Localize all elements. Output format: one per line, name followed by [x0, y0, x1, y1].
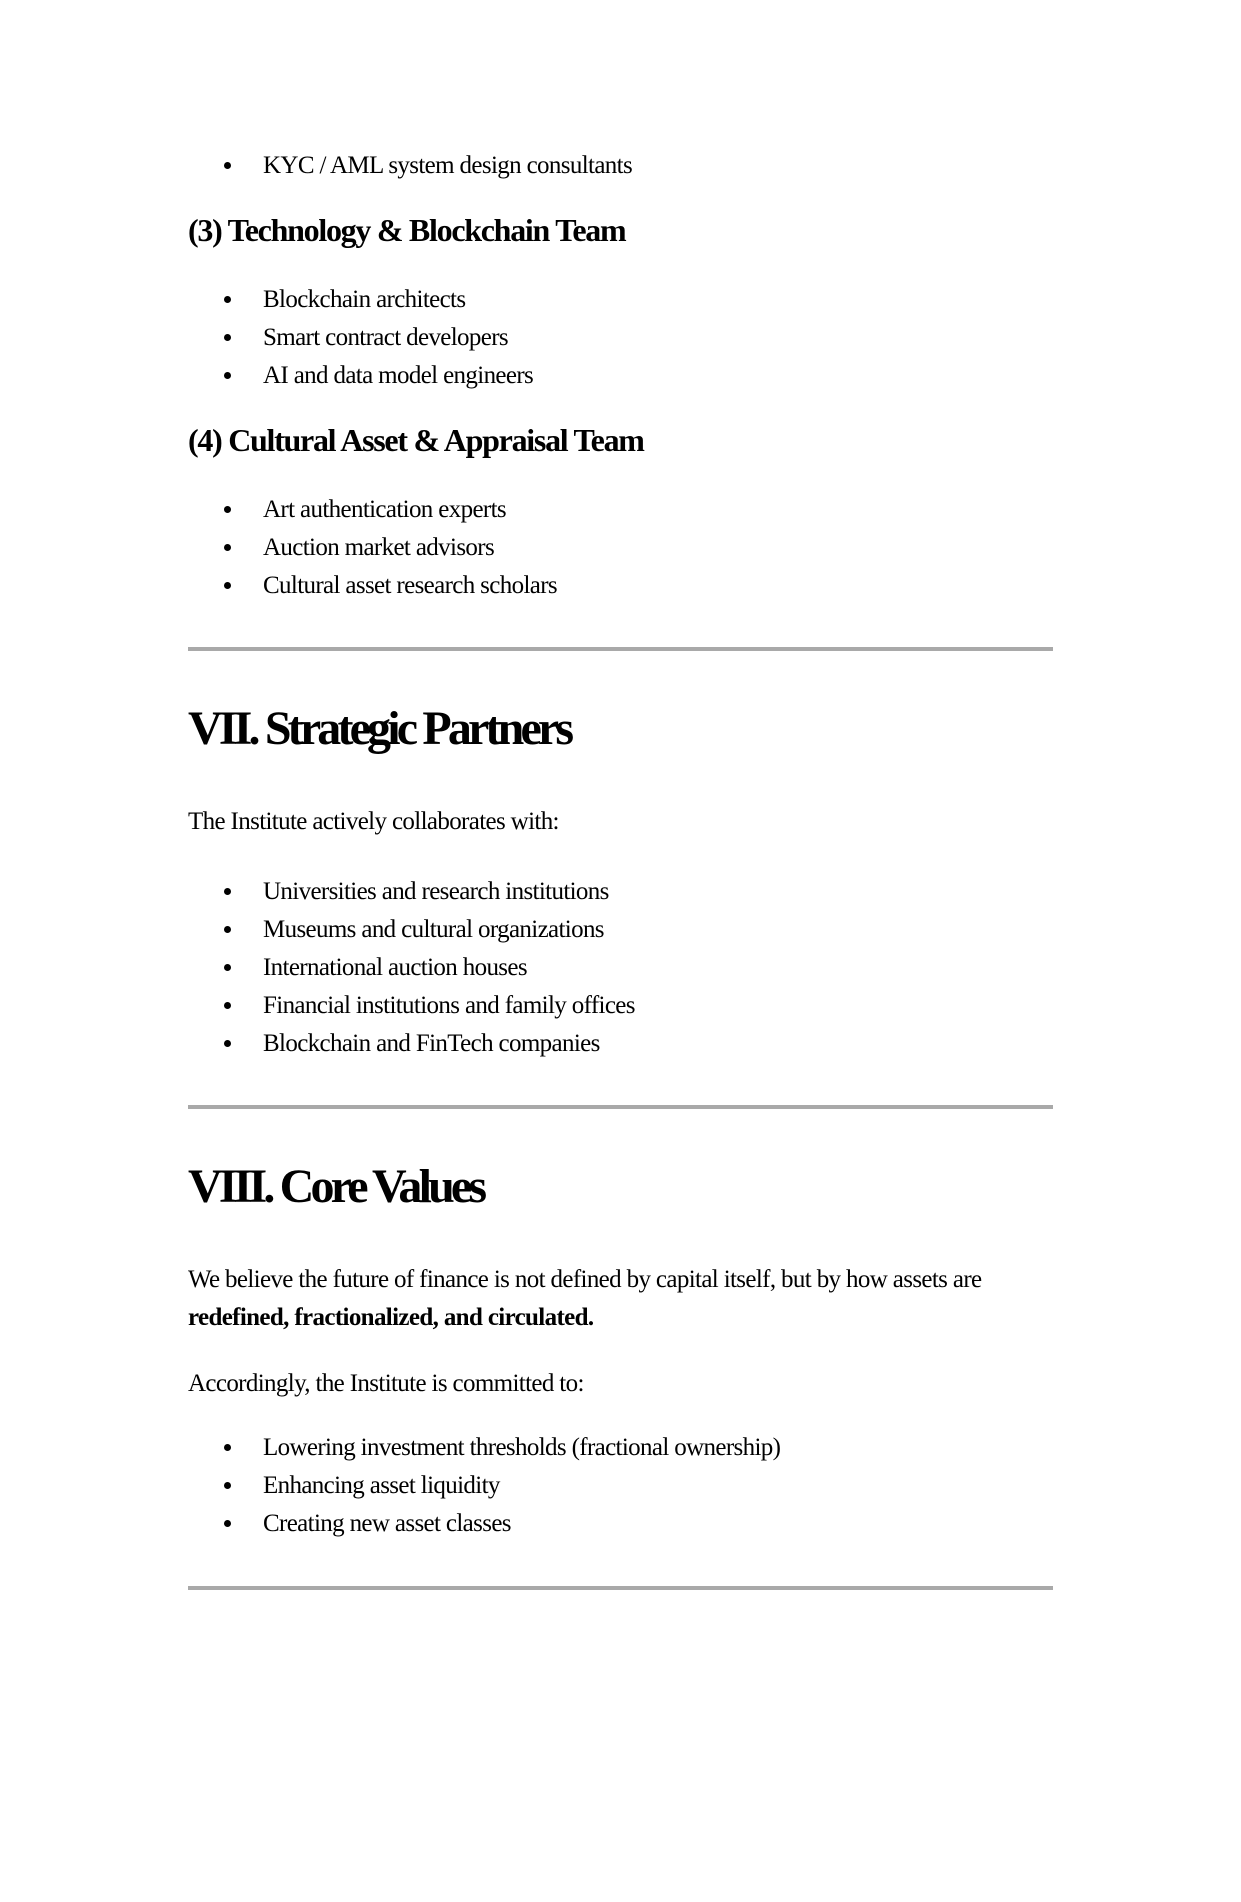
list-item-text: AI and data model engineers [263, 362, 534, 389]
list-item [188, 987, 1053, 1025]
bullet-icon [224, 372, 231, 379]
bullet-icon [224, 162, 231, 169]
bullet-icon [224, 964, 231, 971]
bullet-icon [224, 888, 231, 895]
paragraph-core-values [188, 1261, 1053, 1337]
list-item-text: Museums and cultural organizations [263, 916, 604, 943]
bullet-list-technology-team [188, 281, 1053, 395]
list-item [188, 147, 1053, 185]
bullet-icon [224, 506, 231, 513]
list-item [188, 491, 1053, 529]
section-heading-strategic-partners: VII. Strategic Partners [188, 702, 571, 755]
list-item-text: Universities and research institutions [263, 878, 609, 905]
bullet-icon [224, 1040, 231, 1047]
list-item [188, 529, 1053, 567]
list-item-text: Blockchain and FinTech companies [263, 1030, 600, 1057]
bullet-icon [224, 334, 231, 341]
subsection-heading-cultural-asset-team: (4) Cultural Asset & Appraisal Team [188, 422, 644, 458]
bullet-icon [224, 1444, 231, 1451]
bullet-icon [224, 1520, 231, 1527]
section-divider [188, 1105, 1053, 1109]
bullet-list-cultural-asset-team [188, 491, 1053, 605]
list-item [188, 949, 1053, 987]
list-item [188, 1025, 1053, 1063]
paragraph-committed-intro: Accordingly, the Institute is committed to: [188, 1370, 584, 1397]
bullet-icon [224, 1002, 231, 1009]
list-item [188, 1505, 1053, 1543]
section-divider [188, 1586, 1053, 1590]
list-item-text: Blockchain architects [263, 286, 466, 313]
section-divider [188, 647, 1053, 651]
list-item-text: Financial institutions and family offices [263, 992, 635, 1019]
paragraph-text: We believe the future of finance is not defined by capital itself, but by how assets are [188, 1266, 982, 1293]
document-page [0, 147, 1241, 1902]
list-item [188, 911, 1053, 949]
section-heading-core-values: VIII. Core Values [188, 1160, 484, 1213]
paragraph-strategic-partners-intro: The Institute actively collaborates with: [188, 808, 559, 835]
bullet-icon [224, 926, 231, 933]
subsection-heading-technology-team: (3) Technology & Blockchain Team [188, 212, 626, 248]
bullet-list-compliance [188, 147, 1053, 185]
list-item-text: Auction market advisors [263, 534, 495, 561]
list-item [188, 1429, 1053, 1467]
paragraph-text-bold: redefined, fractionalized, and circulated. [188, 1304, 594, 1331]
list-item-text: Creating new asset classes [263, 1510, 511, 1537]
bullet-icon [224, 1482, 231, 1489]
bullet-list-strategic-partners [188, 873, 1053, 1063]
bullet-list-commitments [188, 1429, 1053, 1543]
list-item [188, 873, 1053, 911]
list-item-text: International auction houses [263, 954, 527, 981]
bullet-icon [224, 296, 231, 303]
list-item-text: Enhancing asset liquidity [263, 1472, 500, 1499]
list-item-text: KYC / AML system design consultants [263, 152, 633, 179]
list-item [188, 567, 1053, 605]
list-item [188, 281, 1053, 319]
list-item [188, 1467, 1053, 1505]
list-item [188, 319, 1053, 357]
list-item [188, 357, 1053, 395]
bullet-icon [224, 582, 231, 589]
list-item-text: Art authentication experts [263, 496, 506, 523]
list-item-text: Lowering investment thresholds (fractional ownership) [263, 1434, 781, 1461]
list-item-text: Cultural asset research scholars [263, 572, 557, 599]
bullet-icon [224, 544, 231, 551]
list-item-text: Smart contract developers [263, 324, 509, 351]
